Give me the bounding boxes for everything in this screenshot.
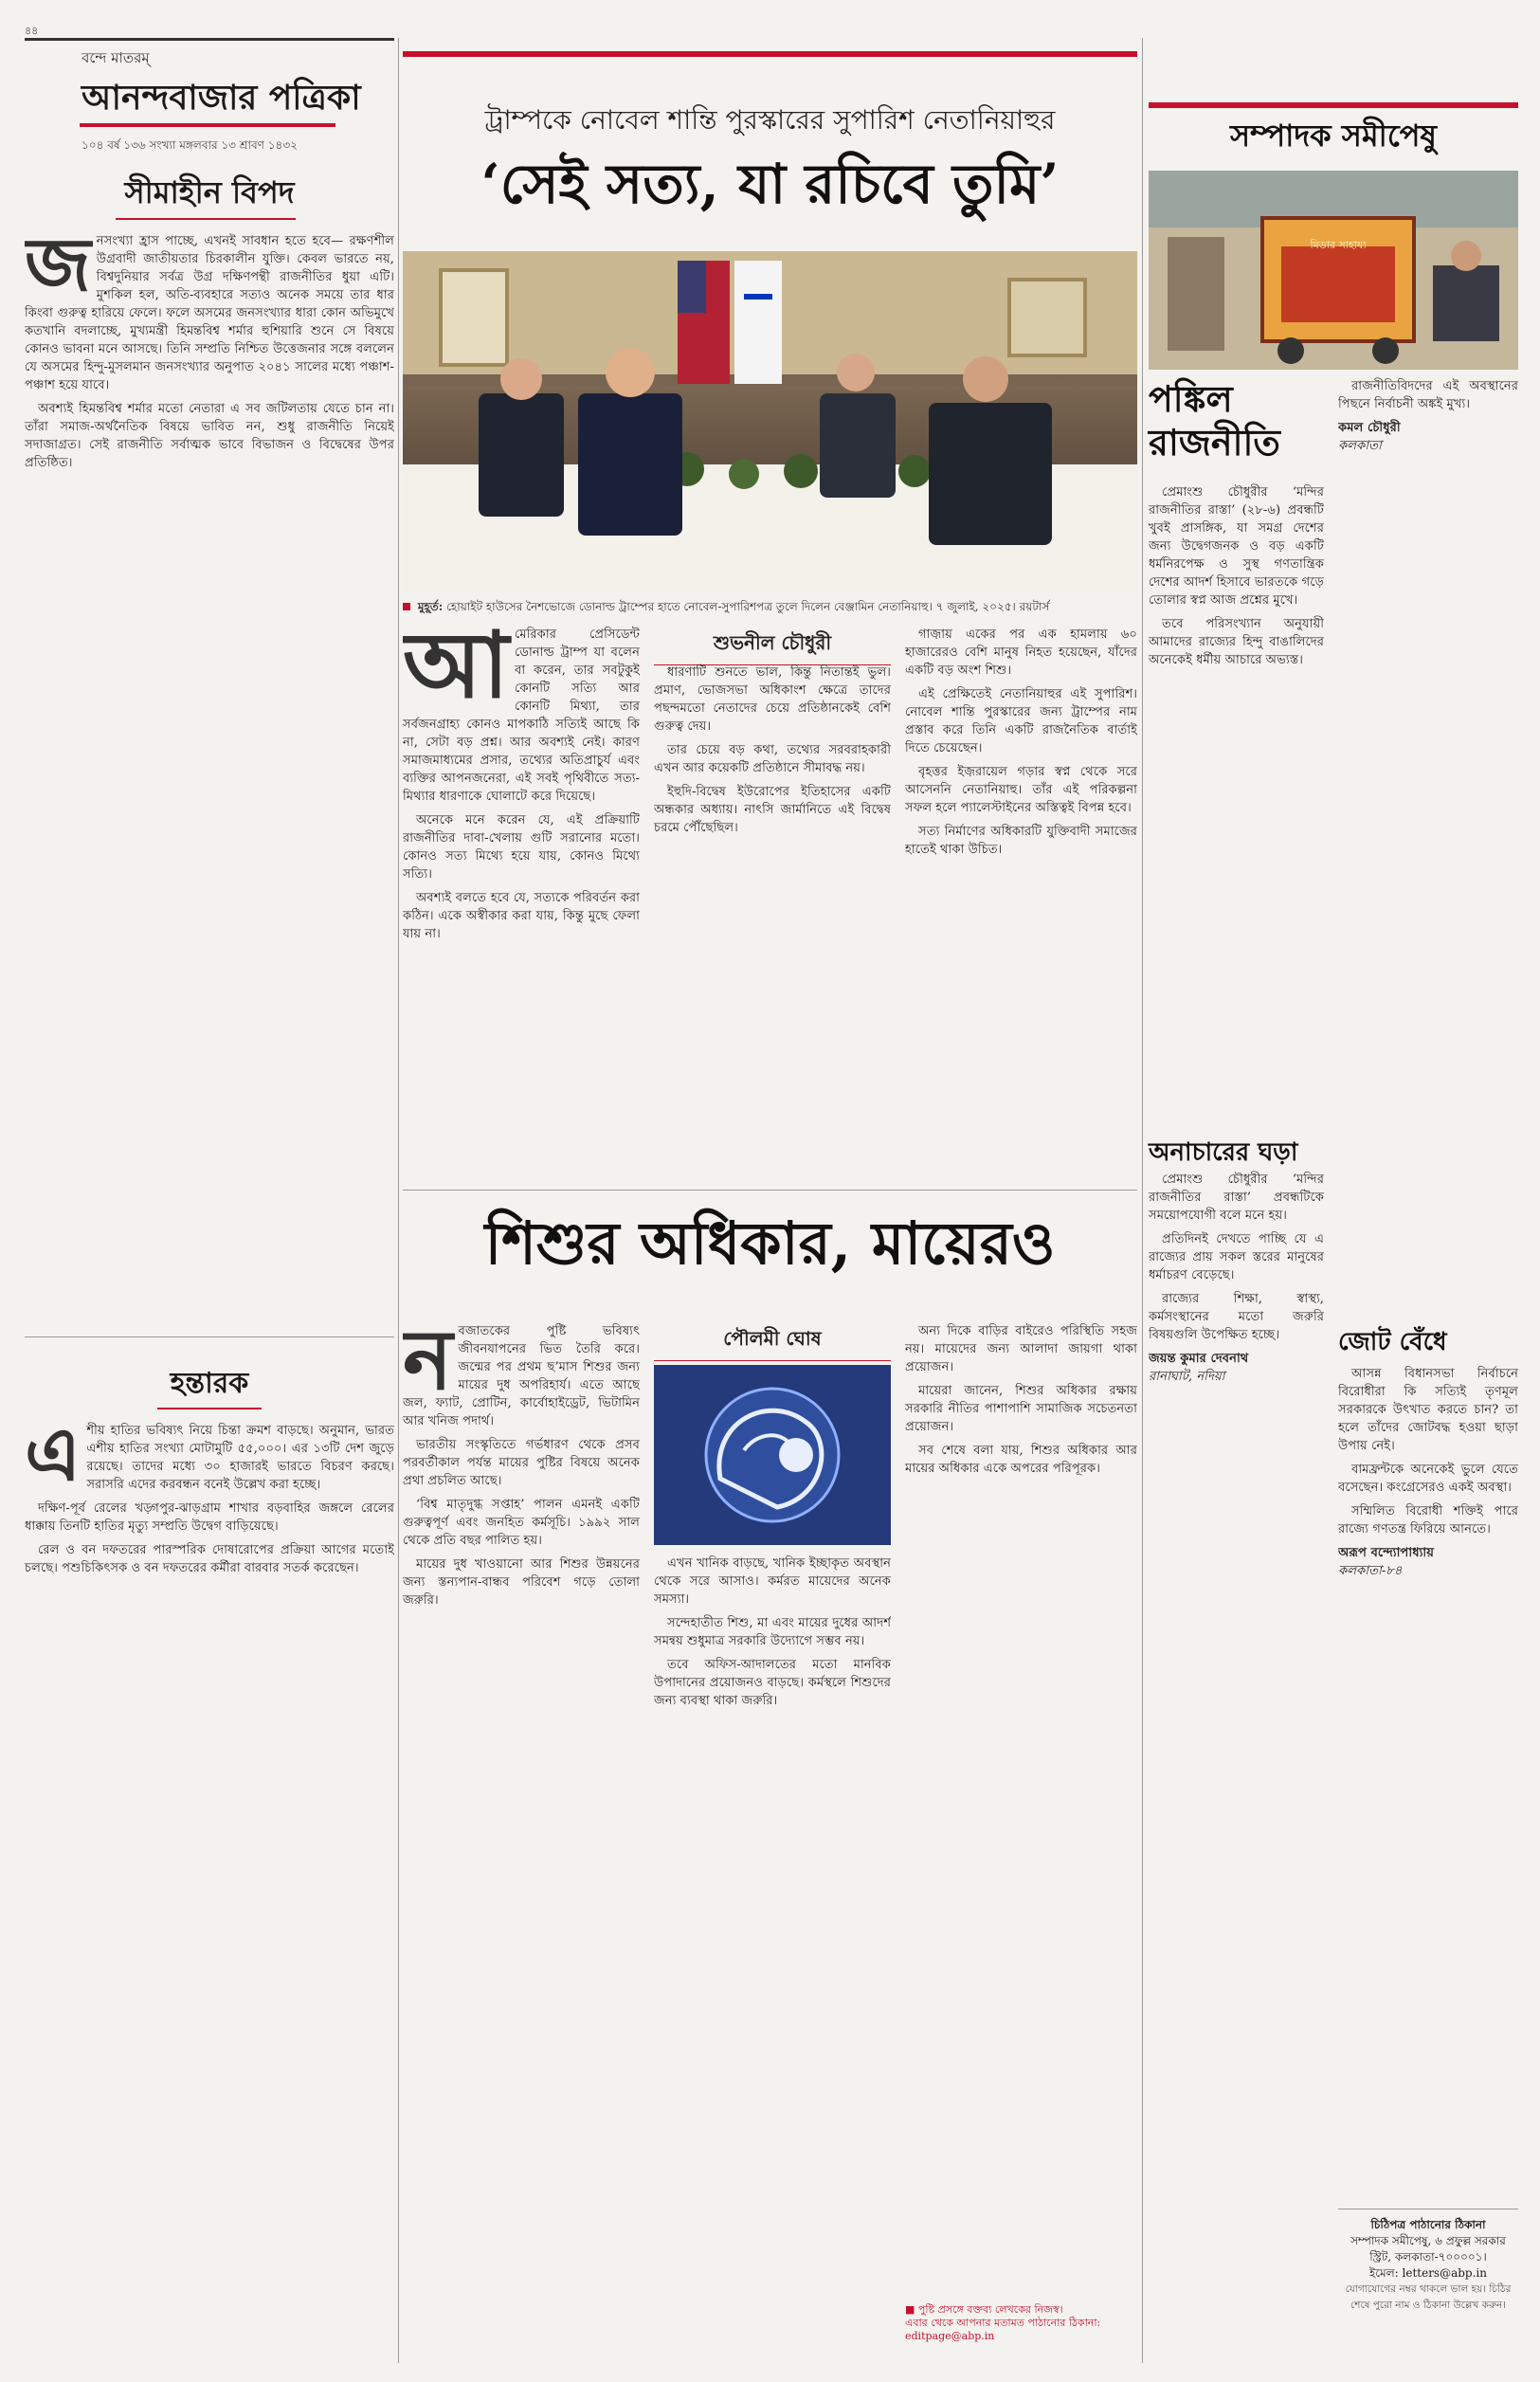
editorial-2-paragraph: শীয় হাতির ভবিষ্যৎ নিয়ে চিন্তা ক্রমশ বাড়ছে। অনুমান, ভারত এশীয় হাতির সংখ্যা মোটামুটি ৫৫,০০০। এর ১৩টি দেশ জুড়ে রয়েছে। তাদের মধ্যে ৩০ হাজারই ভারতে বিচরণ করছে। সরাসরি এদের করবন্ধন বনেই উল্লেখ করা হচ্ছে। [86,1424,394,1492]
letter-1-body [1149,483,1324,1128]
feature-paragraph: ভারতীয় সংস্কৃতিতে গর্ভধারণ থেকে প্রসব পরবর্তীকাল পর্যন্ত মায়ের পুষ্টির বিষয়ে অনেক প্রথা প্রচলিত আছে। [403,1438,640,1488]
feature-paragraph: বজাতকের পুষ্টি ভবিষ্যৎ জীবনযাপনের ভিত তৈরি করে। জন্মের পর প্রথম ছ’মাস শিশুর জন্য মায়ের দুধ অপরিহার্য। এতে আছে জল, ফ্যাট, প্রোটিন, কার্বোহাইড্রেট, ভিটামিন আর খনিজ পদার্থ। [403,1324,640,1428]
lead-paragraph: ধারণাটি শুনতে ভাল, কিন্তু নিতান্তই ভুল। প্রমাণ, ভোজসভা অধিকাংশ ক্ষেত্রে তাদের পছন্দমতো নেতাদের চেয়ে প্রতিষ্ঠানকেই বেশি গুরুত্ব দেয়। [654,665,891,734]
letter-1-body-cont [1338,377,1518,1041]
letters-title: সম্পাদক সমীপেষু [1229,118,1438,154]
feature-paragraph: মায়েরা জানেন, শিশুর অধিকার রক্ষায় সরকারি নীতির পাশাপাশি সামাজিক সচেতনতা প্রয়োজন। [905,1384,1137,1434]
letters-address-box [1338,2209,1518,2314]
lead-paragraph: অনেকে মনে করেন যে, এই প্রক্রিয়াটি রাজনীতির দাবা-খেলায় গুটি সরানোর মতো। কোনও সত্য মিথ্যে হয়ে যায়, কোনও মিথ্যে সত্যি। [403,813,640,882]
lead-paragraph: অবশ্যই বলতে হবে যে, সত্যকে পরিবর্তন করা কঠিন। একে অস্বীকার করা যায়, কিন্তু মুছে ফেলা যায় না। [403,891,640,941]
lead-dropcap: আ [403,626,509,718]
feature-dropcap: ন [403,1322,453,1409]
lead-bottom-rule [403,1190,1137,1191]
photo-banner-text: মিডার সাহায্য [1310,239,1367,251]
letter-3-signature: অরূপ বন্দ্যোপাধ্যায় [1338,1546,1435,1560]
feature-author: পৌলমী ঘোষ [654,1325,891,1361]
column-divider-left [398,38,399,2363]
dinner-scene-illustration [403,251,1137,592]
letter-paragraph: প্রেমাংশু চৌধুরীর ‘মন্দির রাজনীতির রাস্তা’ প্রবন্ধটিকে সময়োপযোগী বলে মনে হয়। [1149,1173,1324,1223]
letter-paragraph: আসন্ন বিধানসভা নির্বাচনে বিরোধীরা কি সত্যিই তৃণমূল সরকারকে উৎখাত করতে চান? তা হলে তাঁদের জোটবদ্ধ হওয়া ছাড়া উপায় নেই। [1338,1367,1518,1453]
address-text: সম্পাদক সমীপেষু, ৬ প্রফুল্ল সরকার স্ট্রিট, কলকাতা-৭০০০০১। [1350,2234,1506,2264]
lead-caption [403,599,1137,614]
letter-paragraph: রাজ্যের শিক্ষা, স্বাস্থ্য, কর্মসংস্থানের মতো জরুরি বিষয়গুলি উপেক্ষিত হচ্ছে। [1149,1292,1324,1342]
feature-paragraph: ‘বিশ্ব মাতৃদুগ্ধ সপ্তাহ’ পালন এমনই একটি গুরুত্বপূর্ণ এবং জনহিত কর্মসূচি। ১৯৯২ সাল থেকে প্রতি বছর পালিত হয়। [403,1498,640,1548]
lead-paragraph: মেরিকার প্রেসিডেন্ট ডোনাল্ড ট্রাম্প যা বলেন বা করেন, তার সবটুকুই কোনটি সত্যি আর কোনটি মিথ্যা, তার সর্বজনগ্রাহ্য কোনও মাপকাঠি সত্যিই আছে কি না, সেটা বড় প্রশ্ন। আর অবশ্যই নেই। কারণ সমাজমাধ্যমের প্রসার, তথ্যের অতিপ্রাচুর্য এবং ব্যক্তির আপনজনেরা, এই সবই পৃথিবীতে সত্য-মিথ্যার ধারণাকে ঘোলাটে করে দিয়েছে। [403,627,640,804]
editorial-1-paragraph: অবশ্যই হিমন্তবিশ্ব শর্মার মতো নেতারা এ সব জটিলতায় যেতে চান না। তাঁরা সমাজ-অর্থনৈতিক বিষয়ে ভাবিত নন, শুধু রাজনীতি নিয়েই সদাজাগ্রত। সেই রাজনীতি সর্বাত্মক ভাবে বিভাজন ও বিদ্বেষের উপর প্রতিষ্ঠিত। [25,402,394,470]
feature-footnote [905,2303,1137,2343]
feature-footnote-text: ■ পুষ্টি প্রসঙ্গে বক্তব্য লেখকের নিজস্ব। [905,2303,1063,2316]
editorial-2-body [25,1422,394,2370]
lead-paragraph: গাজ়ায় একের পর এক হামলায় ৬০ হাজারেরও বেশি মানুষ নিহত হয়েছেন, যাঁদের একটি বড় অংশ শিশু। [905,627,1137,678]
letter-2-place: রানাঘাট, নদিয়া [1149,1370,1225,1384]
feature-headline: শিশুর অধিকার, মায়েরও [484,1209,1056,1278]
lead-headline: ‘সেই সত্য, যা রচিবে তুমি’ [480,152,1060,216]
letters-photo [1149,171,1518,370]
letter-2-body [1149,1171,1324,2327]
motto: বন্দে মাতরম্ [82,49,150,66]
feature-illustration [654,1365,891,1545]
masthead: আনন্দবাজার পত্রিকা [82,78,361,118]
top-left-page-number: ৪৪ [25,25,39,37]
address-email: ইমেল: letters@abp.in [1368,2266,1487,2280]
street-cart-illustration [1149,171,1518,370]
issue-line: ১০৪ বর্ষ ১৩৬ সংখ্যা মঙ্গলবার ১৩ শ্রাবণ ১৪৩২ [82,138,298,152]
editorial-1-body [25,232,394,1104]
lead-col-2 [654,664,891,1175]
caption-marker [403,603,410,610]
feature-paragraph: সব শেষে বলা যায়, শিশুর অধিকার আর মায়ের অধিকার একে অপরের পরিপূরক। [905,1444,1137,1476]
lead-paragraph: ইহুদি-বিদ্বেষ ইউরোপের ইতিহাসের একটি অন্ধকার অধ্যায়। নাৎসি জার্মানিতে এই বিদ্বেষ চরমে পৌঁছেছিল। [654,785,891,835]
address-note: যোগাযোগের নম্বর থাকলে ভাল হয়। চিঠির শেষে পুরো নাম ও ঠিকানা উল্লেখ করুন। [1345,2283,1512,2311]
lead-paragraph: এই প্রেক্ষিতেই নেতানিয়াহুর এই সুপারিশ। নোবেল শান্তি পুরস্কারের জন্য ট্রাম্পের নাম প্রস্তাব করে তিনি একটি রাজনৈতিক বার্তাই দিতে চেয়েছেন। [905,687,1137,755]
letter-1-title-text: পঙ্কিল রাজনীতি [1149,377,1280,464]
left-column [25,38,394,2363]
lead-paragraph: সত্য নির্মাণের অধিকারটি যুক্তিবাদী সমাজের হাতেই থাকা উচিত। [905,825,1137,857]
letter-2-signature: জয়ন্ত কুমার দেবনাথ [1149,1352,1249,1366]
editorial-2-paragraph: রেল ও বন দফতরের পারস্পরিক দোষারোপের প্রক্রিয়া আগের মতোই চলছে। পশুচিকিৎসক ও বন দফতরের কর্মীরা বারবার সতর্ক করেছেন। [25,1543,394,1575]
masthead-underline [80,123,335,127]
letter-2-title: অনাচারের ঘড়া [1149,1138,1298,1167]
editorial-2-paragraph: দক্ষিণ-পূর্ব রেলের খড়্গপুর-ঝাড়গ্রাম শাখার বড়বাহির জঙ্গলে রেলের ধাক্কায় তিনটি হাতির মৃত্যু সম্প্রতি উদ্বেগ বাড়িয়েছে। [25,1501,394,1534]
lead-col-3 [905,626,1137,1175]
letter-1-title [1149,377,1291,464]
lead-paragraph: বৃহত্তর ইজ়রায়েল গড়ার স্বপ্ন থেকে সরে আসেননি নেতানিয়াহু। তাঁর এই পরিকল্পনা সফল হলে প্যালেস্টাইনের অস্তিত্বই বিপন্ন হবে। [905,765,1137,815]
lead-top-rule [403,51,1137,57]
editorial-1-paragraph: নসংখ্যা হ্রাস পাচ্ছে, এখনই সাবধান হতে হবে— রক্ষণশীল উগ্রবাদী জাতীয়তার চিরকালীন যুক্তি। কেবল ভারতে নয়, বিশ্বদুনিয়ার সর্বত্র উগ্র দক্ষিণপন্থী রাজনীতির ধুয়া এটি। মুশকিল হল, অতি-ব্যবহারে সত্যও অনেক সময়ে তার ধার কিংবা গুরুত্ব হারিয়ে ফেলে। ফলে অসমের জনসংখ্যার ধারা কোন অভিমুখে কতখানি বদলাচ্ছে, মুখ্যমন্ত্রী হিমন্তবিশ্ব শর্মার হুশিয়ারি শুনে সে বিষয়ে কোনও ভাবনা মনে আসছে। তিনি সম্প্রতি নিশ্চিত উত্তেজনার সঙ্গে বললেন যে অসমের হিন্দু-মুসলমান জনসংখ্যার অনুপাত ২০৪১ সালের মধ্যে পঞ্চাশ-পঞ্চাশ হয়ে যাবে। [25,234,394,392]
mother-child-illustration [654,1365,891,1545]
letter-3-body [1338,1365,1518,2085]
letter-1-signature: কমল চৌধুরী [1338,421,1401,435]
letters-top-rule [1149,102,1518,108]
feature-col-2 [654,1555,891,2355]
letter-3-title: জোট বেঁধে [1338,1328,1447,1356]
feature-paragraph: সন্দেহাতীত শিশু, মা এবং মায়ের দুধের আদর্শ সমন্বয় শুধুমাত্র সরকারি উদ্যোগে সম্ভব নয়। [654,1616,891,1648]
lead-paragraph: তার চেয়ে বড় কথা, তথ্যের সরবরাহকারী এখন আর কয়েকটি প্রতিষ্ঠানে সীমাবদ্ধ নয়। [654,743,891,775]
letter-paragraph: তবে পরিসংখ্যান অনুযায়ী আমাদের রাজ্যের হিন্দু বাঙালিদের অনেকেই ধর্মীয় আচারে অভ্যস্ত। [1149,617,1324,667]
letter-paragraph: বামফ্রন্টকে অনেকেই ভুলে যেতে বসেছেন। কংগ্রেসেরও একই অবস্থা। [1338,1463,1518,1495]
caption-text: হোয়াইট হাউসের নৈশভোজে ডোনাল্ড ট্রাম্পের হাতে নোবেল-সুপারিশপত্র তুলে দিলেন বেঞ্জামিন নেতানিয়াহু। ৭ জুলাই, ২০২৫। রয়টার্স [446,600,1050,613]
editorial-1-rule [116,218,296,220]
lead-photo [403,251,1137,592]
editorial-1-dropcap: জ [25,232,91,308]
feature-col-1 [403,1322,640,2355]
editorial-2-dropcap: এ [25,1422,82,1498]
feature-paragraph: এখন খানিক বাড়ছে, খানিক ইচ্ছাকৃত অবস্থান থেকে সরে আসাও। কর্মরত মায়েদের অনেক সমস্যা। [654,1556,891,1607]
editorial-divider [25,1336,394,1337]
feature-paragraph: মায়ের দুধ খাওয়ানো আর শিশুর উন্নয়নের জন্য স্তন্যপান-বান্ধব পরিবেশ গড়ে তোলা জরুরি। [403,1557,640,1608]
lead-col-1 [403,626,640,1175]
caption-label: মুহূর্ত: [417,600,444,613]
editorial-2-rule [157,1408,262,1409]
feature-contact: এবার থেকে আপনার মতামত পাঠানোর ঠিকানা: editpage@abp.in [905,2317,1101,2342]
letter-1-place: কলকাতা [1338,439,1382,453]
letter-3-place: কলকাতা-৮৪ [1338,1564,1403,1578]
editorial-2-title: হন্তারক [170,1367,249,1400]
feature-col-3 [905,1322,1137,2294]
feature-paragraph: তবে অফিস-আদালতের মতো মানবিক উপাদানের প্রয়োজনও বাড়ছে। কর্মস্থলে শিশুদের জন্য ব্যবস্থা থাকা জরুরি। [654,1658,891,1708]
address-title: চিঠিপত্র পাঠানোর ঠিকানা [1370,2218,1486,2231]
letter-paragraph: প্রতিদিনই দেখতে পাচ্ছি যে এ রাজ্যের প্রায় সকল স্তরের মানুষের ধর্মাচরণ বেড়েছে। [1149,1232,1324,1282]
column-divider-right [1142,38,1143,2363]
letter-paragraph: রাজনীতিবিদদের এই অবস্থানের পিছনে নির্বাচনী অঙ্কই মুখ্য। [1338,379,1518,411]
feature-paragraph: অন্য দিকে বাড়ির বাইরেও পরিস্থিতি সহজ নয়। মায়েদের জন্য আলাদা জায়গা থাকা প্রয়োজন। [905,1324,1137,1374]
left-top-rule [25,38,394,41]
letter-paragraph: প্রেমাংশু চৌধুরীর ‘মন্দির রাজনীতির রাস্তা’ (২৮-৬) প্রবন্ধটি খুবই প্রাসঙ্গিক, যা সমগ্র দেশের জন্য উদ্বেগজনক ও বড় একটি ধর্মনিরপেক্ষ ও সুস্থ গণতান্ত্রিক দেশের আদর্শ হিসাবে ভারতকে গড়ে তোলার স্বপ্ন আজ প্রশ্নের মুখে। [1149,485,1324,608]
letter-paragraph: সম্মিলিত বিরোধী শক্তিই পারে রাজ্যে গণতন্ত্র ফিরিয়ে আনতে। [1338,1504,1518,1536]
lead-kicker: ট্রাম্পকে নোবেল শান্তি পুরস্কারের সুপারিশ নেতানিয়াহুর [484,104,1056,136]
lead-author: শুভনীল চৌধুরী [654,629,891,665]
editorial-1-title: সীমাহীন বিপদ [124,174,295,210]
